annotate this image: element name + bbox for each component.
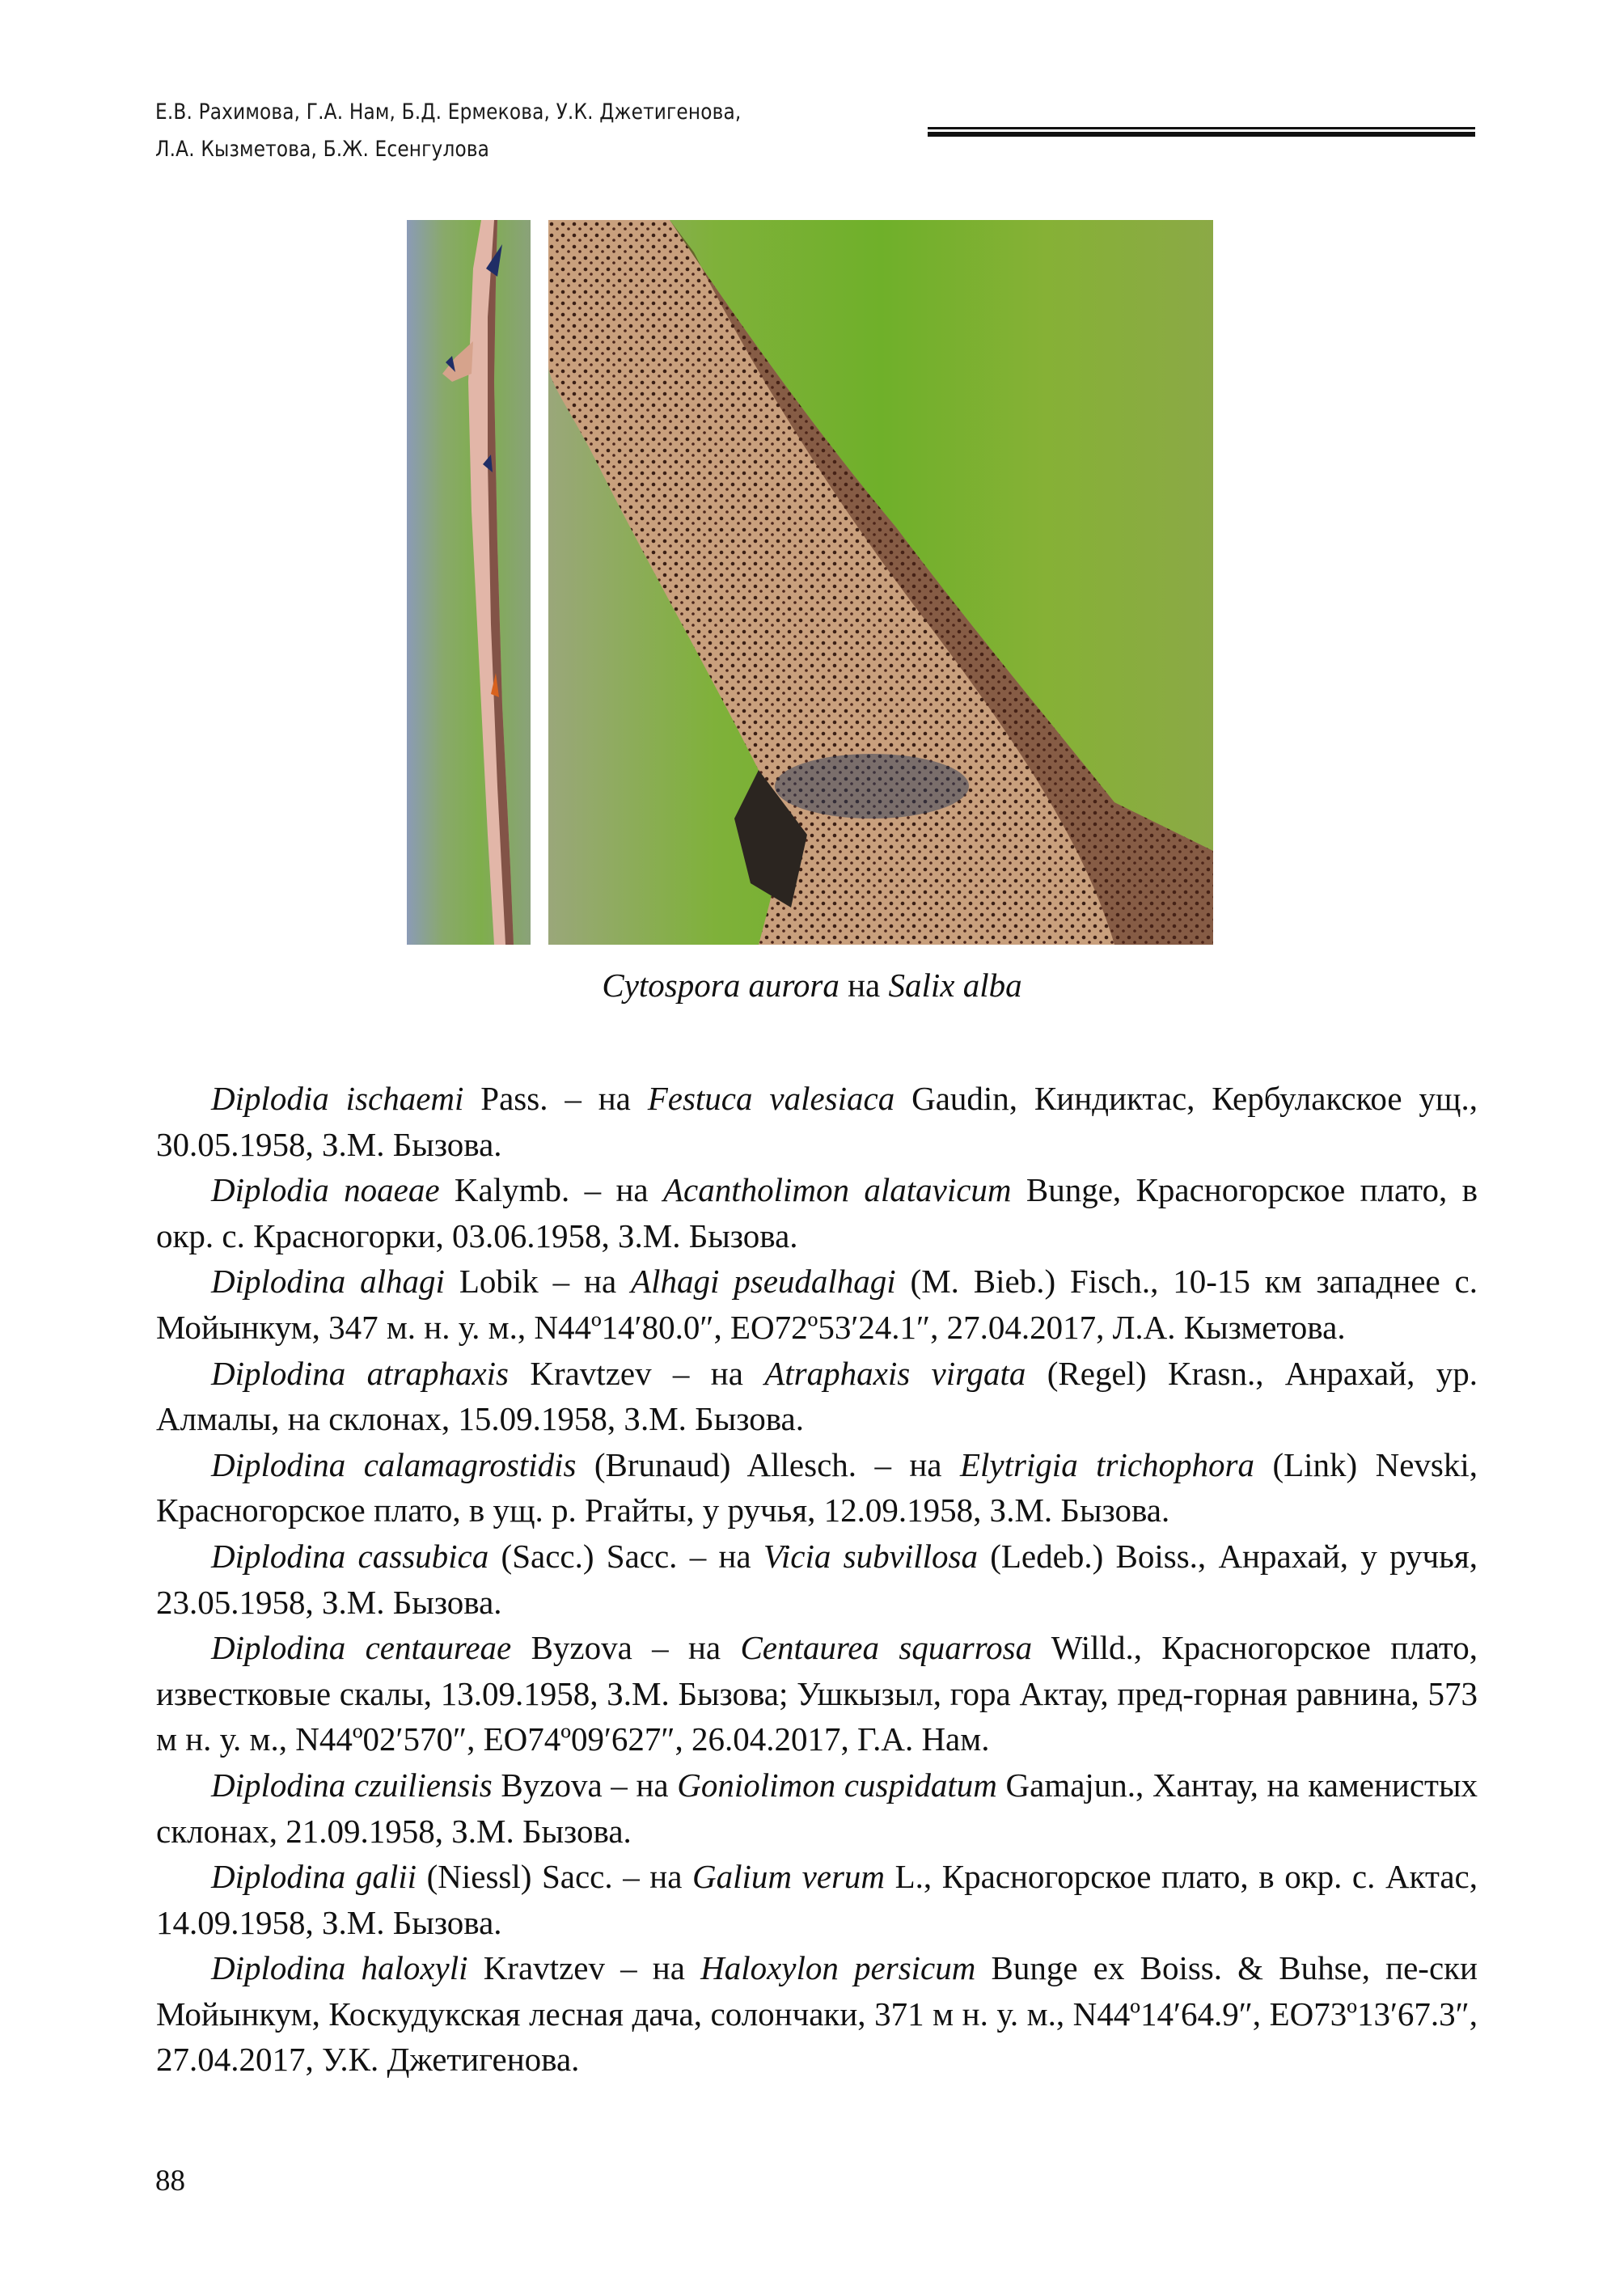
species-entry [156, 1945, 1478, 2083]
taxon-author: Pass. – на [463, 1080, 648, 1117]
host-name: Vicia subvillosa [763, 1537, 978, 1575]
host-name: Alhagi pseudalhagi [631, 1263, 896, 1301]
entry-details: (Ledeb.) Boiss., Анрахай, у ручья, 23.05.1958, З.М. Бызова. [156, 1537, 1478, 1621]
entry-details: Bunge, Красногорское плато, в окр. с. Красногорки, 03.06.1958, З.М. Бызова. [156, 1171, 1478, 1254]
host-name: Festuca valesiaca [647, 1080, 895, 1117]
branch-illustration [548, 220, 1213, 945]
caption-species: Cytospora aurora [602, 967, 839, 1004]
taxon-author: Kravtzev – на [467, 1949, 701, 1987]
willow-branch-closeup-photo [548, 220, 1213, 945]
taxon-name: Diplodina cassubica [211, 1537, 489, 1575]
branch-canker [775, 754, 969, 819]
host-name: Acantholimon alatavicum [662, 1171, 1012, 1209]
taxon-name: Diplodina galii [211, 1858, 417, 1896]
host-name: Galium verum [692, 1858, 886, 1896]
caption-host: Salix alba [888, 967, 1022, 1004]
species-entry [156, 1076, 1478, 1167]
authors-line-1: Е.В. Рахимова, Г.А. Нам, Б.Д. Ермекова, У.К. Джетигенова, [155, 99, 742, 125]
species-entry [156, 1442, 1478, 1534]
taxon-author: Byzova – на [492, 1766, 678, 1804]
entry-details: Bunge ex Boiss. & Buhse, пе-ски Мойынкум, Коскудукская лесная дача, солончаки, 371 м н. у. м., N44º14′64.9″, EO73º13′67.3″, 27.04.2017, У.К. Джетигенова. [156, 1949, 1478, 2079]
species-entry [156, 1762, 1478, 1854]
species-entry [156, 1351, 1478, 1442]
taxon-name: Diplodina calamagrostidis [211, 1445, 577, 1483]
entry-details: Willd., Красногорское плато, известковые скалы, 13.09.1958, З.М. Бызова; Ушкызыл, гора Актау, пред-горная равнина, 573 м н. у. м., N44º02′570″, EO74º09′627″, 26.04.2017, Г.А. Нам. [156, 1629, 1478, 1758]
species-list [156, 1076, 1478, 2083]
taxon-author: Kravtzev – на [509, 1354, 765, 1392]
taxon-author: Byzova – на [511, 1629, 741, 1667]
taxon-name: Diplodina czuiliensis [211, 1766, 493, 1804]
entry-details: Gamajun., Хантау, на каменистых склонах, 21.09.1958, З.М. Бызова. [156, 1766, 1478, 1850]
species-entry [156, 1534, 1478, 1625]
taxon-author: Lobik – на [444, 1263, 632, 1301]
taxon-author: (Niessl) Sacc. – на [417, 1858, 692, 1896]
running-header-authors [155, 94, 816, 168]
taxon-name: Diplodina centaureae [211, 1629, 512, 1667]
taxon-name: Diplodina alhagi [211, 1263, 445, 1301]
host-name: Haloxylon persicum [700, 1949, 976, 1987]
taxon-author: (Brunaud) Allesch. – на [576, 1445, 960, 1483]
host-name: Atraphaxis virgata [764, 1354, 1026, 1392]
caption-connector: на [839, 967, 889, 1004]
species-entry [156, 1625, 1478, 1762]
entry-details: (M. Bieb.) Fisch., 10-15 км западнее с. Мойынкум, 347 м. н. у. м., N44º14′80.0″, EO72º53′24.1″, 27.04.2017, Л.А. Кызметова. [156, 1263, 1478, 1346]
page-number: 88 [155, 2164, 185, 2198]
entry-details: (Regel) Krasn., Анрахай, ур. Алмалы, на склонах, 15.09.1958, З.М. Бызова. [156, 1354, 1478, 1438]
host-name: Centaurea squarrosa [740, 1629, 1033, 1667]
taxon-author: (Sacc.) Sacc. – на [488, 1537, 763, 1575]
species-entry [156, 1854, 1478, 1945]
header-double-rule [928, 127, 1475, 137]
entry-details: L., Красногорское плато, в окр. с. Актас, 14.09.1958, З.М. Бызова. [156, 1858, 1478, 1941]
taxon-name: Diplodia noaeae [211, 1171, 440, 1209]
twig-illustration [407, 220, 531, 945]
taxon-name: Diplodia ischaemi [211, 1080, 464, 1117]
figure-caption [0, 965, 1624, 1005]
host-name: Elytrigia trichophora [959, 1445, 1255, 1483]
taxon-name: Diplodina atraphaxis [211, 1354, 510, 1392]
taxon-name: Diplodina haloxyli [211, 1949, 468, 1987]
host-name: Goniolimon cuspidatum [677, 1766, 997, 1804]
entry-details: (Link) Nevski, Красногорское плато, в ущ. р. Ргайты, у ручья, 12.09.1958, З.М. Бызова. [156, 1445, 1478, 1529]
taxon-author: Kalymb. – на [439, 1171, 663, 1209]
species-entry [156, 1167, 1478, 1259]
entry-details: Gaudin, Киндиктас, Кербулакское ущ., 30.05.1958, З.М. Бызова. [156, 1080, 1478, 1163]
header-rule-thick [928, 132, 1475, 137]
authors-line-2: Л.А. Кызметова, Б.Ж. Есенгулова [155, 137, 490, 162]
willow-twig-photo [407, 220, 531, 945]
species-entry [156, 1259, 1478, 1350]
